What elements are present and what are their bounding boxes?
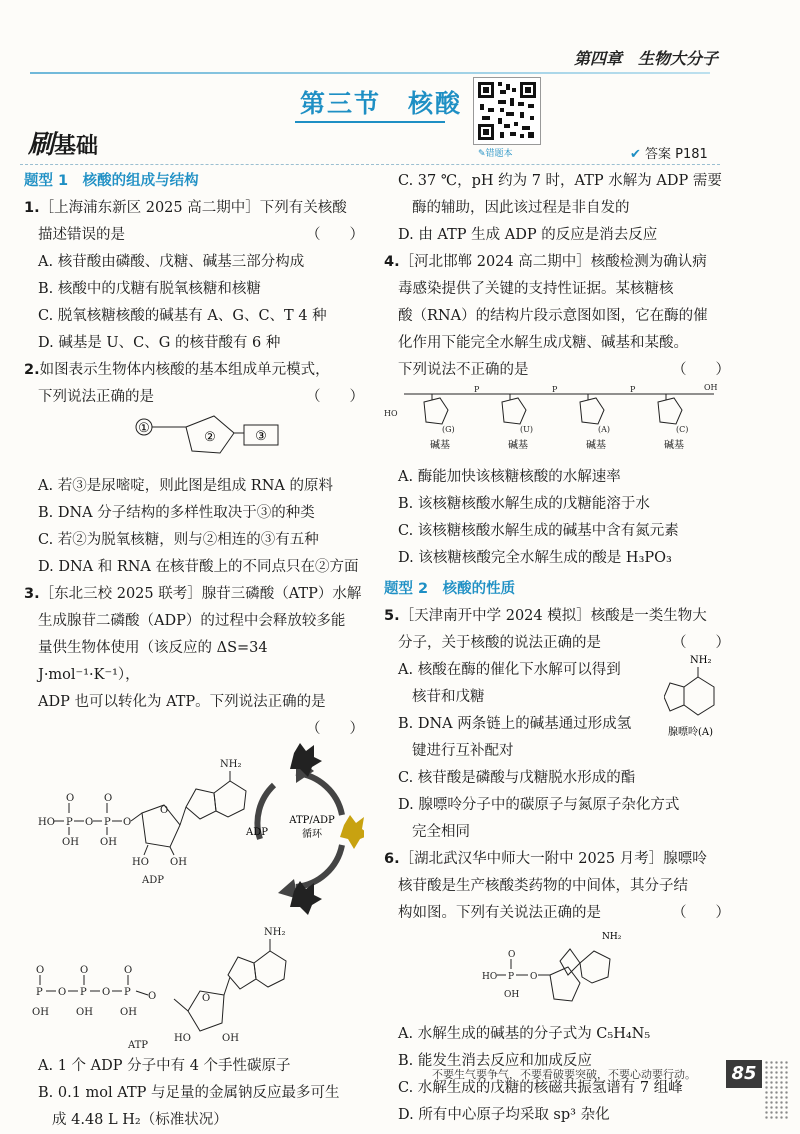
svg-text:OH: OH xyxy=(222,1033,239,1043)
answer-ref-text: 答案 P181 xyxy=(645,147,708,162)
answer-reference xyxy=(630,143,708,162)
q6-option-c: C. 水解生成的戊糖的核磁共振氢谱有 7 组峰 xyxy=(398,1080,683,1096)
q6-stem-2: 核苷酸是生产核酸类药物的中间体，其分子结 xyxy=(398,878,688,894)
label-2: ② xyxy=(204,430,216,445)
svg-text:HO: HO xyxy=(38,817,55,828)
left-column xyxy=(24,168,364,1134)
chapter-header: 第四章 生物大分子 xyxy=(573,49,718,68)
svg-text:O: O xyxy=(104,793,113,804)
svg-text:P: P xyxy=(104,817,111,828)
svg-text:P: P xyxy=(552,385,558,394)
q5-option-a-cont: 核苷和戊糖 xyxy=(412,689,485,705)
svg-text:P: P xyxy=(36,987,43,998)
svg-text:O: O xyxy=(66,793,75,804)
q5-option-d-cont: 完全相同 xyxy=(412,824,470,840)
q3-option-a: A. 1 个 ADP 分子中有 4 个手性碳原子 xyxy=(38,1058,291,1074)
adenine-label: 腺嘌呤(A) xyxy=(668,727,714,738)
svg-text:O: O xyxy=(123,817,132,828)
q2-number: 2. xyxy=(24,362,40,378)
svg-text:O: O xyxy=(160,805,169,816)
svg-text:(U): (U) xyxy=(520,425,533,434)
question-5 xyxy=(384,603,730,846)
q3-option-c-cont: 酶的辅助，因此该过程是非自发的 xyxy=(412,200,630,216)
right-column xyxy=(384,168,730,1129)
svg-text:HO: HO xyxy=(174,1033,191,1043)
svg-text:OH: OH xyxy=(32,1007,49,1018)
q5-option-b: B. DNA 两条链上的碱基通过形成氢 xyxy=(398,716,632,732)
svg-text:(A): (A) xyxy=(598,425,611,434)
qr-code[interactable] xyxy=(473,77,541,145)
decorative-dots xyxy=(764,1060,790,1120)
q3-stem-4: ADP 也可以转化为 ATP。下列说法正确的是 xyxy=(38,694,326,710)
svg-text:OH: OH xyxy=(100,837,117,848)
q3-option-d: D. 由 ATP 生成 ADP 的反应是消去反应 xyxy=(398,227,658,243)
svg-text:OH: OH xyxy=(170,857,187,868)
svg-text:HO: HO xyxy=(482,972,498,982)
atp-adp-diagram xyxy=(24,743,364,1043)
svg-text:P: P xyxy=(124,987,131,998)
q5-number: 5. xyxy=(384,608,400,624)
q4-answer-blank: （ ） xyxy=(672,362,730,378)
q2-option-d: D. DNA 和 RNA 在核苷酸上的不同点只在②方面 xyxy=(38,559,359,575)
topic-heading-1: 题型 1 核酸的组成与结构 xyxy=(24,173,199,189)
svg-text:HO: HO xyxy=(132,857,149,868)
q6-stem-3: 构如图。下列有关说法正确的是 xyxy=(398,905,601,921)
q1-answer-blank: （ ） xyxy=(306,227,364,243)
svg-text:(C): (C) xyxy=(676,425,689,434)
q4-stem-3: 酸（RNA）的结构片段示意图如图，它在酶的催 xyxy=(398,308,708,324)
q4-stem-5: 下列说法不正确的是 xyxy=(398,362,529,378)
q3-answer-blank: （ ） xyxy=(306,721,364,737)
header-rule xyxy=(30,72,710,74)
svg-text:O: O xyxy=(148,991,157,1002)
q3-option-c: C. 37 ℃，pH 约为 7 时，ATP 水解为 ADP 需要 xyxy=(398,173,722,189)
q4-option-b: B. 该核糖核酸水解生成的戊糖能溶于水 xyxy=(398,496,650,512)
svg-text:P: P xyxy=(508,972,515,982)
q3-option-b: B. 0.1 mol ATP 与足量的金属钠反应最多可生 xyxy=(38,1085,340,1101)
q5-option-b-cont: 键进行互补配对 xyxy=(412,743,514,759)
label-1: ① xyxy=(138,421,150,436)
divider xyxy=(20,164,720,166)
q4-stem-2: 毒感染提供了关键的支持性证据。某核糖核 xyxy=(398,281,674,297)
burst-icon xyxy=(290,743,322,777)
adenosine-monophosphate-structure xyxy=(384,927,730,1011)
q1-stem: ［上海浦东新区 2025 高二期中］下列有关核酸 xyxy=(39,200,347,216)
q1-stem-cont: 描述错误的是 xyxy=(38,227,125,243)
svg-text:O: O xyxy=(508,950,516,960)
cycle-label-1: ATP/ADP xyxy=(289,815,335,826)
q5-option-d: D. 腺嘌呤分子中的碳原子与氮原子杂化方式 xyxy=(398,797,680,813)
q4-option-a: A. 酶能加快该核糖核酸的水解速率 xyxy=(398,469,621,485)
cycle-adp-label: ADP xyxy=(246,827,268,838)
svg-text:OH: OH xyxy=(62,837,79,848)
atp-nh2: NH₂ xyxy=(264,927,286,938)
svg-text:HO: HO xyxy=(384,409,398,418)
q3-stem-3: 量供生物体使用（该反应的 ΔS=34 J·mol⁻¹·K⁻¹）， xyxy=(38,640,268,683)
base-label-4: 碱基 xyxy=(664,440,684,451)
base-label-2: 碱基 xyxy=(508,440,528,451)
svg-text:P: P xyxy=(630,385,636,394)
question-3 xyxy=(24,581,364,1134)
section-title: 第三节 核酸 xyxy=(300,89,463,118)
svg-text:P: P xyxy=(66,817,73,828)
q6-stem-1: ［湖北武汉华中师大一附中 2025 月考］腺嘌呤 xyxy=(399,851,707,867)
burst-icon xyxy=(340,815,364,849)
qr-label xyxy=(478,146,513,159)
q6-option-a: A. 水解生成的碱基的分子式为 C₅H₄N₅ xyxy=(398,1026,651,1042)
svg-text:OH: OH xyxy=(704,384,718,392)
svg-text:O: O xyxy=(202,993,211,1004)
svg-text:P: P xyxy=(80,987,87,998)
q5-stem-2: 分子，关于核酸的说法正确的是 xyxy=(398,635,601,651)
q3-stem-1: ［东北三校 2025 联考］腺苷三磷酸（ATP）水解 xyxy=(39,586,362,602)
question-4 xyxy=(384,249,730,572)
base-label-3: 碱基 xyxy=(586,440,606,451)
q1-option-c: C. 脱氧核糖核酸的碱基有 A、G、C、T 4 种 xyxy=(38,308,327,324)
q6-option-d: D. 所有中心原子均采取 sp³ 杂化 xyxy=(398,1107,610,1123)
svg-text:P: P xyxy=(474,385,480,394)
footer-motto: 不要生气要争气，不要看破要突破，不要心动要行动。 xyxy=(432,1068,696,1081)
qr-pattern-icon xyxy=(474,78,540,144)
check-icon: ✔ xyxy=(630,147,641,162)
q2-stem: 如图表示生物体内核酸的基本组成单元模式， xyxy=(39,362,330,378)
q2-option-b: B. DNA 分子结构的多样性取决于③的种类 xyxy=(38,505,315,521)
base-label-1: 碱基 xyxy=(430,440,450,451)
q2-answer-blank: （ ） xyxy=(306,389,364,405)
q2-option-c: C. 若②为脱氧核糖，则与②相连的③有五种 xyxy=(38,532,319,548)
q5-option-c: C. 核苷酸是磷酸与戊糖脱水形成的酯 xyxy=(398,770,636,786)
q3-option-b-cont: 成 4.48 L H₂（标准状况） xyxy=(52,1112,228,1128)
question-2 xyxy=(24,357,364,581)
svg-text:O: O xyxy=(80,965,89,976)
q4-number: 4. xyxy=(384,254,400,270)
qr-label-text: 错题本 xyxy=(485,149,513,159)
q5-option-a: A. 核酸在酶的催化下水解可以得到 xyxy=(398,662,621,678)
q5-answer-blank: （ ） xyxy=(672,635,730,651)
q6-answer-blank: （ ） xyxy=(672,905,730,921)
rna-fragment-diagram xyxy=(384,384,730,454)
label-3: ③ xyxy=(255,429,267,444)
svg-text:O: O xyxy=(58,987,67,998)
q1-option-b: B. 核酸中的戊糖有脱氧核糖和核糖 xyxy=(38,281,261,297)
q4-option-d: D. 该核糖核酸完全水解生成的酸是 H₃PO₃ xyxy=(398,550,672,566)
q6-number: 6. xyxy=(384,851,400,867)
svg-text:O: O xyxy=(530,972,538,982)
edit-icon: ✎ xyxy=(478,149,486,159)
q4-stem-4: 化作用下能完全水解生成戊糖、碱基和某酸。 xyxy=(398,335,688,351)
atp-label: ATP xyxy=(127,1040,149,1051)
svg-text:O: O xyxy=(36,965,45,976)
q2-stem-cont: 下列说法正确的是 xyxy=(38,389,154,405)
amp-nh2: NH₂ xyxy=(602,932,622,942)
q1-number: 1. xyxy=(24,200,40,216)
q5-stem-1: ［天津南开中学 2024 模拟］核酸是一类生物大 xyxy=(399,608,707,624)
q3-number: 3. xyxy=(24,586,40,602)
question-1 xyxy=(24,195,364,357)
adp-label: ADP xyxy=(142,875,164,886)
adenine-nh2: NH₂ xyxy=(690,655,712,666)
brand-char: 刷 xyxy=(28,130,55,160)
q1-option-a: A. 核苷酸由磷酸、戊糖、碱基三部分构成 xyxy=(38,254,305,270)
page-number: 85 xyxy=(726,1060,762,1088)
q6-option-b: B. 能发生消去反应和加成反应 xyxy=(398,1053,592,1069)
q4-option-c: C. 该核糖核酸水解生成的碱基中含有氮元素 xyxy=(398,523,679,539)
nucleotide-diagram xyxy=(24,411,364,463)
adenine-structure xyxy=(664,653,734,749)
brand-text: 基础 xyxy=(54,134,99,159)
q1-option-d: D. 碱基是 U、C、G 的核苷酸有 6 种 xyxy=(38,335,281,351)
svg-text:(G): (G) xyxy=(442,425,455,434)
svg-text:OH: OH xyxy=(504,990,520,1000)
brand-label xyxy=(28,124,98,161)
question-6 xyxy=(384,846,730,1129)
cycle-label-2: 循环 xyxy=(302,829,322,840)
svg-text:O: O xyxy=(102,987,111,998)
q4-stem-1: ［河北邯郸 2024 高二期中］核酸检测为确认病 xyxy=(399,254,707,270)
title-underline xyxy=(295,121,445,123)
svg-text:O: O xyxy=(85,817,94,828)
svg-text:OH: OH xyxy=(76,1007,93,1018)
q2-option-a: A. 若③是尿嘧啶，则此图是组成 RNA 的原料 xyxy=(38,478,333,494)
adp-nh2: NH₂ xyxy=(220,759,242,770)
q3-stem-2: 生成腺苷二磷酸（ADP）的过程中会释放较多能 xyxy=(38,613,346,629)
topic-heading-2: 题型 2 核酸的性质 xyxy=(384,581,516,597)
svg-text:OH: OH xyxy=(120,1007,137,1018)
svg-text:O: O xyxy=(124,965,133,976)
